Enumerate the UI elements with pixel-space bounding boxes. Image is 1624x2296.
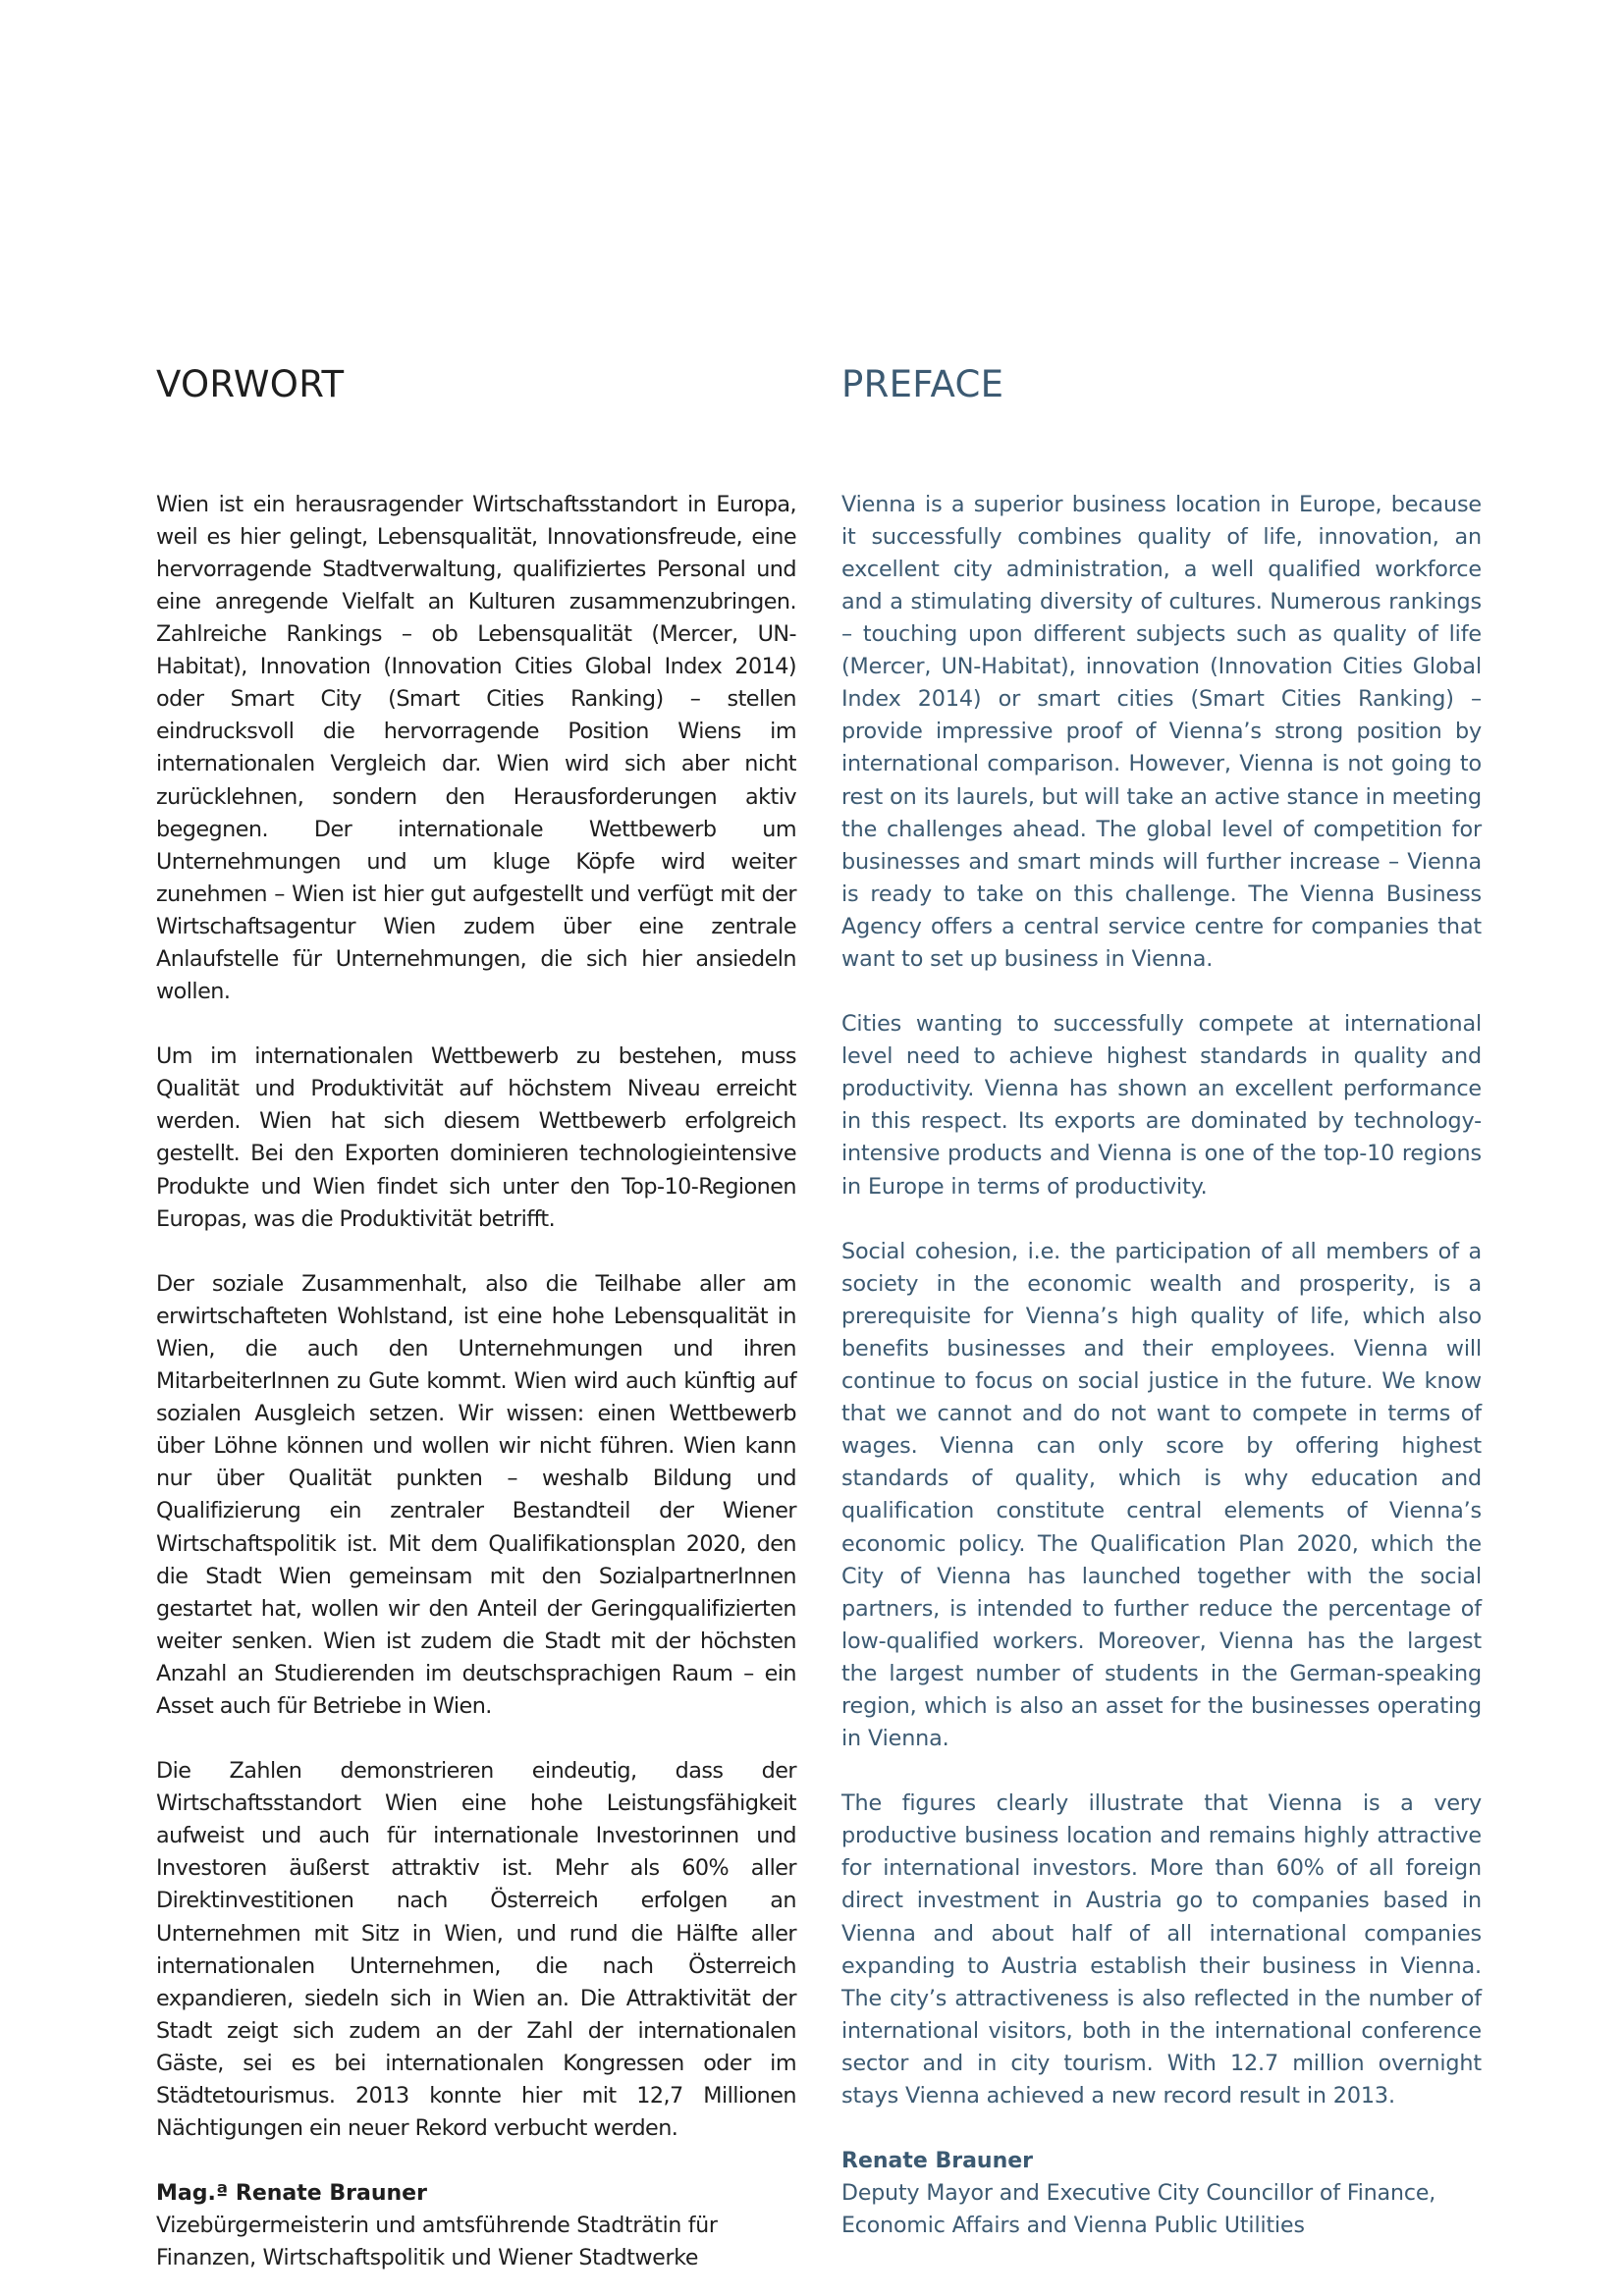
english-paragraph: The figures clearly illustrate that Vienna is a very productive business location and remains highly attractive for international investors. More than 60% of all foreign direct investment in Austria go to companies based in Vienna and about half of all international companies expanding to Austria establish their business in Vienna. The city’s attractiveness is also reflected in the number of international visitors, both in the international conference sector and in city tourism. With 12.7 million overnight stays Vienna achieved a new record result in 2013. — [841, 1790, 1482, 2109]
german-signature — [156, 2177, 796, 2274]
german-signature-title: Finanzen, Wirtschaftspolitik und Wiener Stadtwerke — [156, 2246, 699, 2271]
english-paragraph: Vienna is a superior business location in Europe, because it successfully combines quality of life, innovation, an excellent city administration, a well qualified workforce and a stimulating diversity of cultures. Numerous rankings – touching upon different subjects such as quality of life (Mercer, UN-Habitat), innovation (Innovation Cities Global Index 2014) or smart cities (Smart Cities Ranking) – provide impressive proof of Vienna’s strong position by international comparison. However, Vienna is not going to rest on its laurels, but will take an active stance in meeting the challenges ahead. The global level of competition for businesses and smart minds will further increase – Vienna is ready to take on this challenge. The Vienna Business Agency offers a central service centre for companies that want to set up business in Vienna. — [841, 491, 1482, 972]
english-heading: PREFACE — [841, 363, 1004, 405]
english-signature — [841, 2145, 1482, 2242]
german-signature-name: Mag.ª Renate Brauner — [156, 2181, 427, 2207]
english-signature-title: Economic Affairs and Vienna Public Utilities — [841, 2214, 1305, 2239]
german-paragraph: Der soziale Zusammenhalt, also die Teilhabe aller am erwirtschafteten Wohlstand, ist eine hohe Lebensqualität in Wien, die auch den Unternehmungen und ihren MitarbeiterInnen zu Gute kommt. Wien wird auch künftig auf sozialen Ausgleich setzen. Wir wissen: einen Wettbewerb über Löhne können und wollen wir nicht führen. Wien kann nur über Qualität punkten – weshalb Bildung und Qualifizierung ein zentraler Bestandteil der Wiener Wirtschaftspolitik ist. Mit dem Qualifikationsplan 2020, den die Stadt Wien gemeinsam mit den SozialpartnerInnen gestartet hat, wollen wir den Anteil der Geringqualifizierten weiter senken. Wien ist zudem die Stadt mit der höchsten Anzahl an Studierenden im deutschsprachigen Raum – ein Asset auch für Betriebe in Wien. — [156, 1270, 796, 1719]
german-paragraph: Wien ist ein herausragender Wirtschaftsstandort in Europa, weil es hier gelingt, Lebensqualität, Innovationsfreude, eine hervorragende Stadtverwaltung, qualifiziertes Personal und eine anregende Vielfalt an Kulturen zusammenzubringen. Zahlreiche Rankings – ob Lebensqualität (Mercer, UN-Habitat), Innovation (Innovation Cities Global Index 2014) oder Smart City (Smart Cities Ranking) – stellen eindrucksvoll die hervorragende Position Wiens im internationalen Vergleich dar. Wien wird sich aber nicht zurücklehnen, sondern den Herausforderungen aktiv begegnen. Der internationale Wettbewerb um Unternehmungen und um kluge Köpfe wird weiter zunehmen – Wien ist hier gut aufgestellt und verfügt mit der Wirtschaftsagentur Wien zudem über eine zentrale Anlaufstelle für Unternehmungen, die sich hier ansiedeln wollen. — [156, 491, 796, 1005]
german-paragraph: Um im internationalen Wettbewerb zu bestehen, muss Qualität und Produktivität auf höchstem Niveau erreicht werden. Wien hat sich diesem Wettbewerb erfolgreich gestellt. Bei den Exporten dominieren technologieintensive Produkte und Wien findet sich unter den Top-10-Regionen Europas, was die Produktivität betrifft. — [156, 1043, 796, 1232]
english-signature-name: Renate Brauner — [841, 2149, 1034, 2174]
german-paragraph: Die Zahlen demonstrieren eindeutig, dass der Wirtschaftsstandort Wien eine hohe Leistungsfähigkeit aufweist und auch für internationale Investorinnen und Investoren äußerst attraktiv ist. Mehr als 60% aller Direktinvestitionen nach Österreich erfolgen an Unternehmen mit Sitz in Wien, und rund die Hälfte aller internationalen Unternehmen, die nach Österreich expandieren, siedeln sich in Wien an. Die Attraktivität der Stadt zeigt sich zudem an der Zahl der internationalen Gäste, sei es bei internationalen Kongressen oder im Städtetourismus. 2013 konnte hier mit 12,7 Millionen Nächtigungen ein neuer Rekord verbucht werden. — [156, 1758, 796, 2142]
german-column — [156, 365, 796, 2274]
german-heading: VORWORT — [156, 363, 345, 405]
english-paragraph: Cities wanting to successfully compete at international level need to achieve highest standards in quality and productivity. Vienna has shown an excellent performance in this respect. Its exports are dominated by technology-intensive products and Vienna is one of the top-10 regions in Europe in terms of productivity. — [841, 1011, 1482, 1200]
english-paragraph: Social cohesion, i.e. the participation of all members of a society in the economic wealth and prosperity, is a prerequisite for Vienna’s high quality of life, which also benefits businesses and their employees. Vienna will continue to focus on social justice in the future. We know that we cannot and do not want to compete in terms of wages. Vienna can only score by offering highest standards of quality, which is why education and qualification constitute central elements of Vienna’s economic policy. The Qualification Plan 2020, which the City of Vienna has launched together with the social partners, is intended to further reduce the percentage of low-qualified workers. Moreover, Vienna has the largest the largest number of students in the German-speaking region, which is also an asset for the businesses operating in Vienna. — [841, 1238, 1482, 1752]
german-signature-title: Vizebürgermeisterin und amtsführende Stadträtin für — [156, 2214, 718, 2239]
english-column — [841, 365, 1482, 2242]
english-signature-title: Deputy Mayor and Executive City Councillor of Finance, — [841, 2181, 1436, 2207]
